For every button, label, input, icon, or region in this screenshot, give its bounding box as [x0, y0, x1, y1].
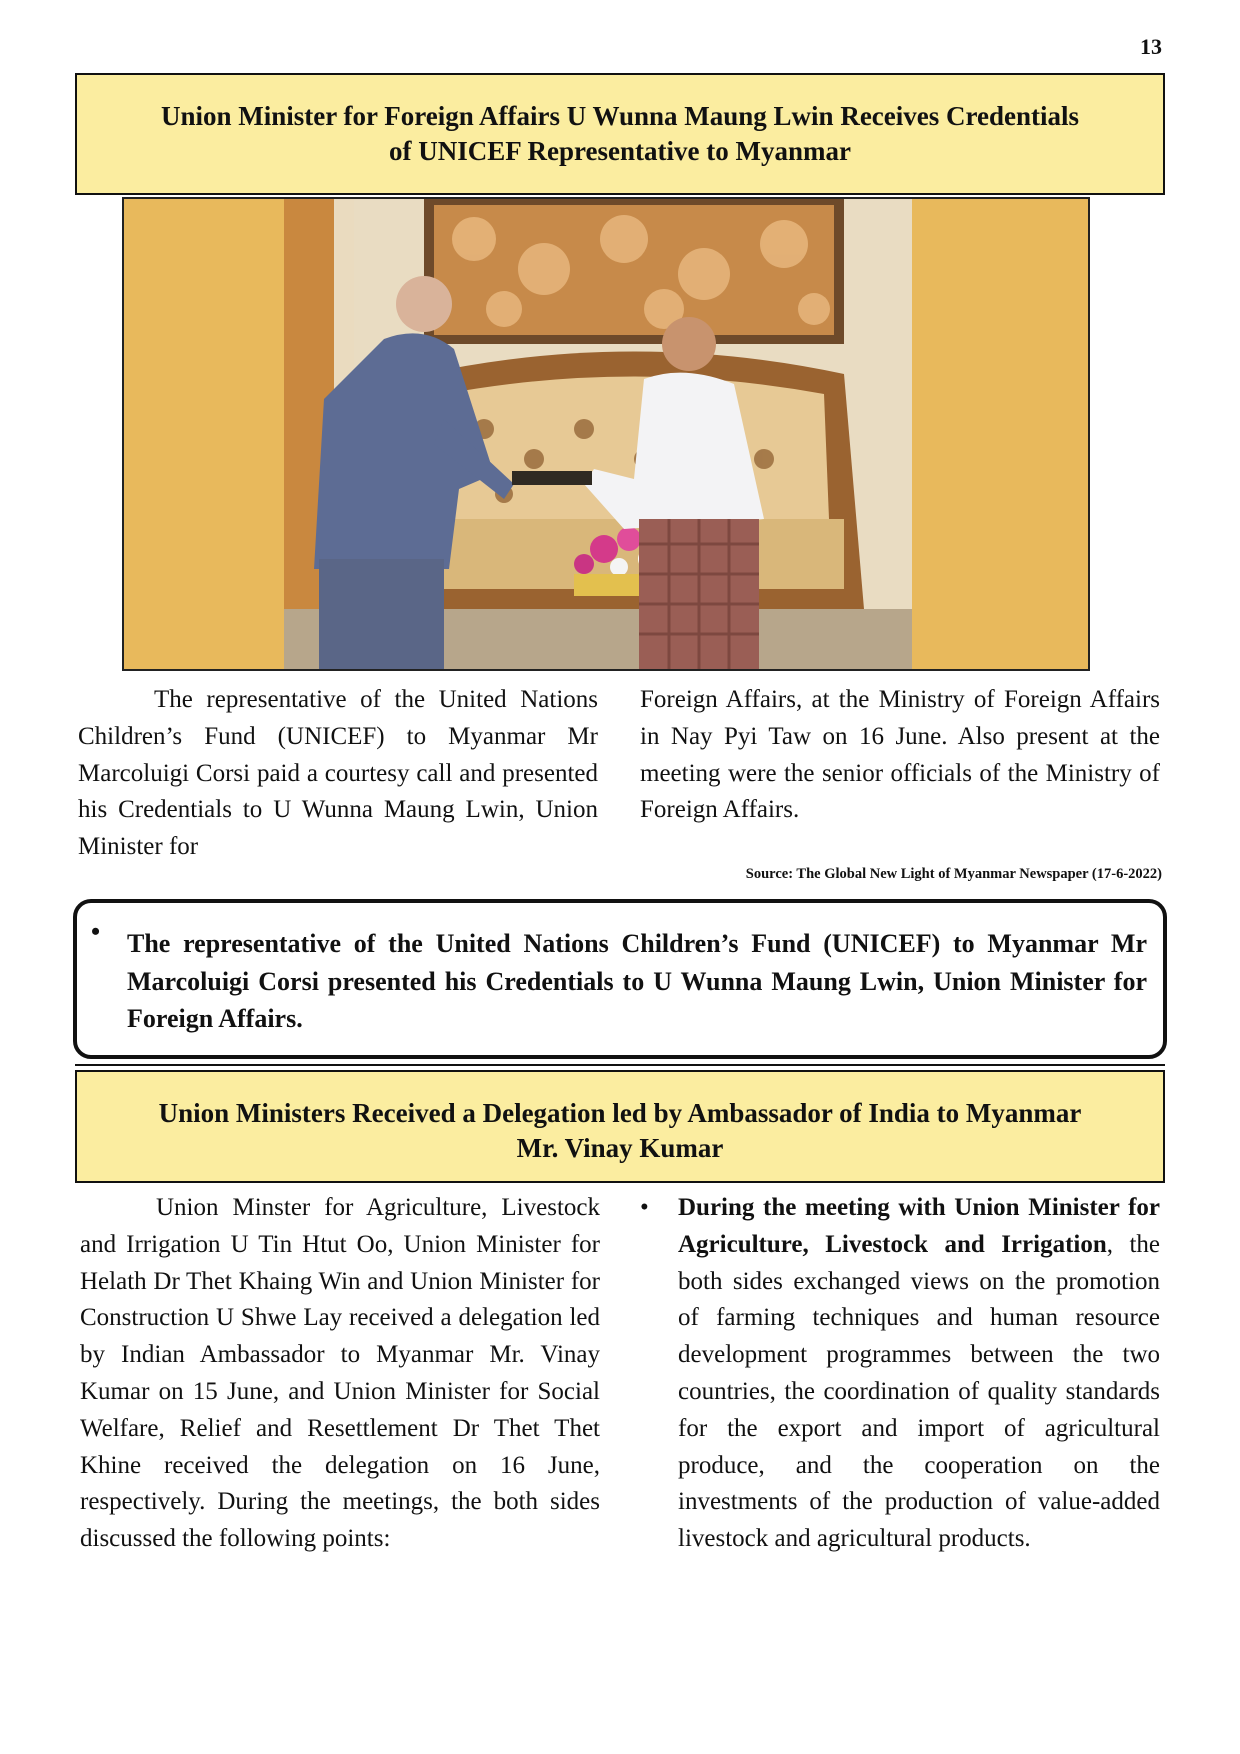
article2-left-column: [80, 1190, 600, 1558]
article2-right-bold: During the meeting with Union Minister for Agriculture, Livestock and Irrigation: [678, 1194, 1160, 1258]
article2-title-line1: Union Ministers Received a Delegation led by Ambassador of India to Myanmar: [158, 1098, 1082, 1128]
article1-source: Source: The Global New Light of Myanmar Newspaper (17-6-2022): [745, 866, 1162, 882]
article1-right-column: [640, 682, 1160, 829]
page-number: 13: [1140, 34, 1162, 59]
article2-right-paragraph: [678, 1190, 1160, 1558]
credentials-photo: [122, 197, 1090, 671]
article2-right-rest: , the both sides exchanged views on the promotion of farming techniques and human resource development programmes between the two countries, the coordination of quality standards for the export and import of agricultural produce, and the cooperation on the investments of the production of value-added livestock and agricultural products.: [678, 1230, 1160, 1553]
article1-title-line2: of UNICEF Representative to Myanmar: [389, 136, 851, 166]
article1-right-text: Foreign Affairs, at the Ministry of Foreign Affairs in Nay Pyi Taw on 16 June. Also present at the meeting were the senior officials of the Ministry of Foreign Affairs.: [640, 686, 1160, 824]
article2-left-text: Union Minster for Agriculture, Livestock and Irrigation U Tin Htut Oo, Union Minister for Helath Dr Thet Khaing Win and Union Minister for Construction U Shwe Lay received a delegation led by Indian Ambassador to Myanmar Mr. Vinay Kumar on 15 June, and Union Minister for Social Welfare, Relief and Resettlement Dr Thet Thet Khine received the delegation on 16 June, respectively. During the meetings, the both sides discussed the following points:: [80, 1194, 600, 1553]
article1-headline: [75, 73, 1165, 195]
article1-left-column: [78, 682, 598, 866]
article2-bullet: •: [640, 1194, 649, 1221]
article2-headline: [75, 1070, 1165, 1183]
article1-left-text: The representative of the United Nations Children’s Fund (UNICEF) to Myanmar Mr Marcoluigi Corsi paid a courtesy call and presented his Credentials to U Wunna Maung Lwin, Union Minister for: [78, 686, 598, 861]
summary-bullet: •: [91, 917, 101, 946]
summary-text: The representative of the United Nations Children’s Fund (UNICEF) to Myanmar Mr Marcoluigi Corsi presented his Credentials to U Wunna Maung Lwin, Union Minister for Foreign Affairs.: [127, 929, 1147, 1033]
summary-box: [73, 899, 1167, 1059]
article1-title-line1: Union Minister for Foreign Affairs U Wunna Maung Lwin Receives Credentials: [160, 101, 1080, 131]
article2-right-column: [678, 1190, 1160, 1558]
article2-title-line2: Mr. Vinay Kumar: [516, 1133, 724, 1163]
